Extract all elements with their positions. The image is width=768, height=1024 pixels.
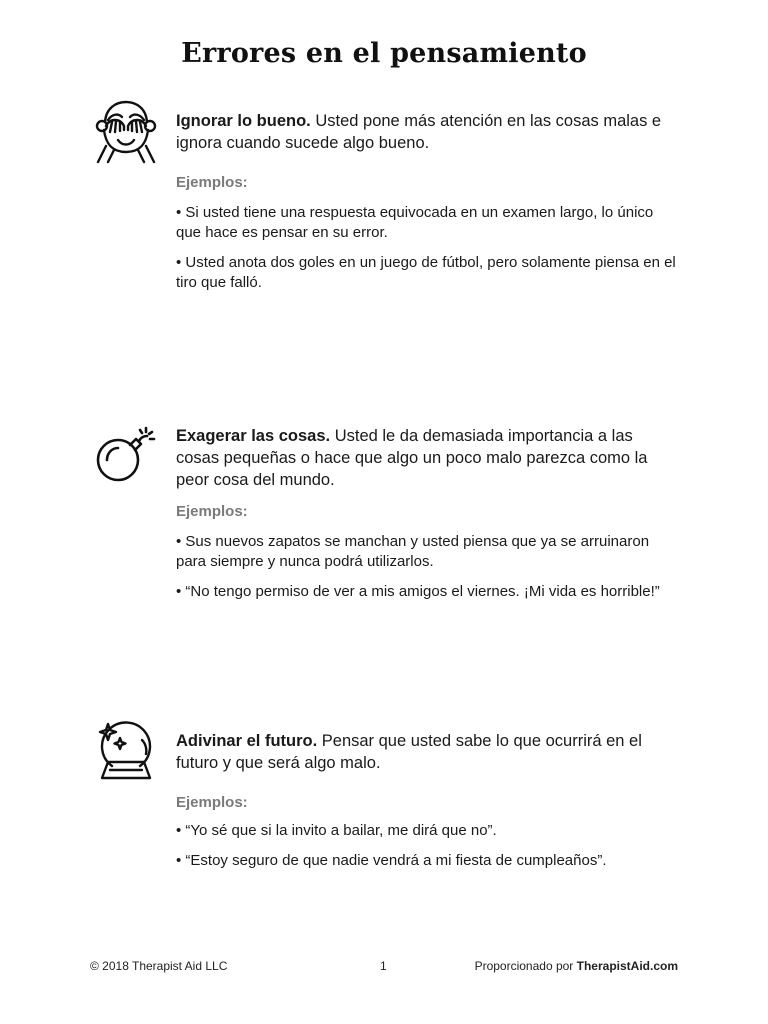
page-title: Errores en el pensamiento bbox=[181, 38, 587, 69]
section-heading: Ignorar lo bueno. bbox=[176, 112, 311, 130]
see-no-evil-monkey-icon bbox=[94, 100, 158, 164]
footer-copyright: © 2018 Therapist Aid LLC bbox=[90, 959, 228, 973]
section-lead bbox=[176, 110, 676, 154]
example-item: • “Estoy seguro de que nadie vendrá a mi fiesta de cumpleaños”. bbox=[176, 852, 607, 869]
example-item: • “Yo sé que si la invito a bailar, me dirá que no”. bbox=[176, 822, 497, 839]
example-item: • Si usted tiene una respuesta equivocada en un examen largo, lo único que hace es pensar en su error. bbox=[176, 204, 654, 241]
section-lead bbox=[176, 425, 676, 491]
example-item: • “No tengo permiso de ver a mis amigos el viernes. ¡Mi vida es horrible!” bbox=[176, 583, 660, 600]
footer-provided-by bbox=[475, 959, 678, 973]
footer-brand: TherapistAid.com bbox=[576, 959, 678, 973]
examples-label: Ejemplos: bbox=[176, 503, 248, 520]
section-description: Usted le da demasiada importancia a las cosas pequeñas o hace que algo un poco malo parezca como la peor cosa del mundo. bbox=[176, 427, 648, 489]
section-description: Pensar que usted sabe lo que ocurrirá en el futuro y que será algo malo. bbox=[176, 732, 642, 772]
examples-label: Ejemplos: bbox=[176, 174, 248, 191]
section-description: Usted pone más atención en las cosas malas e ignora cuando sucede algo bueno. bbox=[176, 112, 662, 152]
footer-page-number: 1 bbox=[380, 959, 387, 973]
footer-provided-label: Proporcionado por bbox=[474, 959, 577, 973]
crystal-ball-icon bbox=[94, 718, 158, 782]
example-item: • Sus nuevos zapatos se manchan y usted piensa que ya se arruinaron para siempre y nunca podrá utilizarlos. bbox=[176, 533, 650, 570]
section-heading: Adivinar el futuro. bbox=[176, 732, 318, 750]
section-lead bbox=[176, 730, 676, 774]
section-heading: Exagerar las cosas. bbox=[176, 427, 331, 445]
example-item: • Usted anota dos goles en un juego de fútbol, pero solamente piensa en el tiro que falló. bbox=[176, 254, 676, 291]
examples-label: Ejemplos: bbox=[176, 794, 248, 811]
bomb-icon bbox=[94, 424, 158, 488]
